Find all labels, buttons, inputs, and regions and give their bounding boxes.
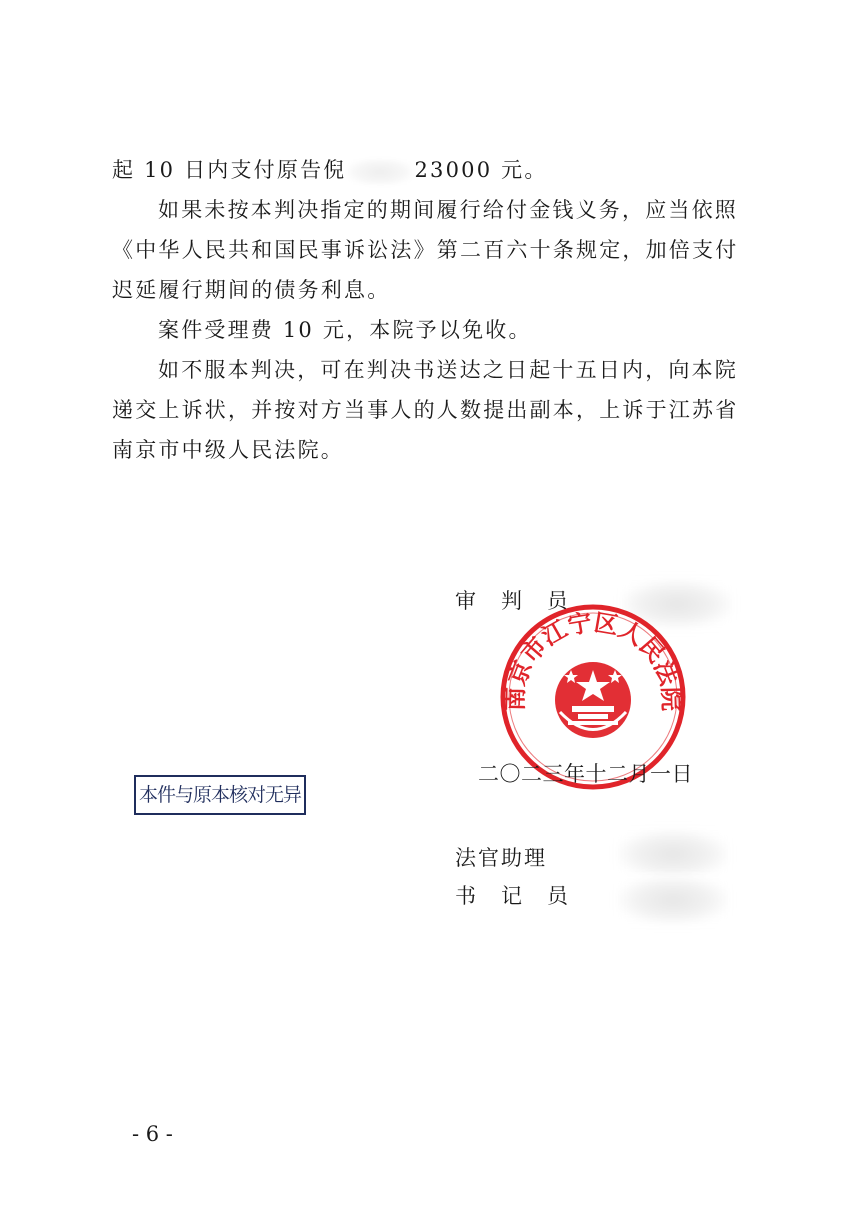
redacted-name xyxy=(348,159,412,185)
clerk-label: 书 记 员 xyxy=(455,884,570,908)
seal-text: 南京市江宁区人民法院 xyxy=(499,607,687,712)
judgment-date: 二〇二三年十二月一日 xyxy=(478,762,693,786)
national-emblem-icon xyxy=(555,662,631,738)
verification-stamp: 本件与原本核对无异 xyxy=(134,775,306,815)
fee-paragraph: 案件受理费 10 元，本院予以免收。 xyxy=(158,318,532,342)
delay-interest-paragraph: 如果未按本判决指定的期间履行给付金钱义务，应当依照《中华人民共和国民事诉讼法》第二百六十条规定，加倍支付迟延履行期间的债务利息。 xyxy=(112,198,739,302)
judge-label: 审 判 员 xyxy=(455,589,570,613)
appeal-paragraph: 如不服本判决，可在判决书送达之日起十五日内，向本院递交上诉状，并按对方当事人的人数提出副本，上诉于江苏省南京市中级人民法院。 xyxy=(112,358,739,462)
payment-line-end: 23000 元。 xyxy=(414,158,548,182)
page-number: - 6 - xyxy=(132,1122,173,1146)
redacted-clerk-name xyxy=(618,876,728,924)
payment-line-start: 起 10 日内支付原告倪 xyxy=(112,158,347,182)
judge-assistant-label: 法官助理 xyxy=(455,846,547,870)
redacted-assistant-name xyxy=(618,830,728,878)
judgment-body xyxy=(112,150,752,470)
payment-line xyxy=(112,150,752,190)
